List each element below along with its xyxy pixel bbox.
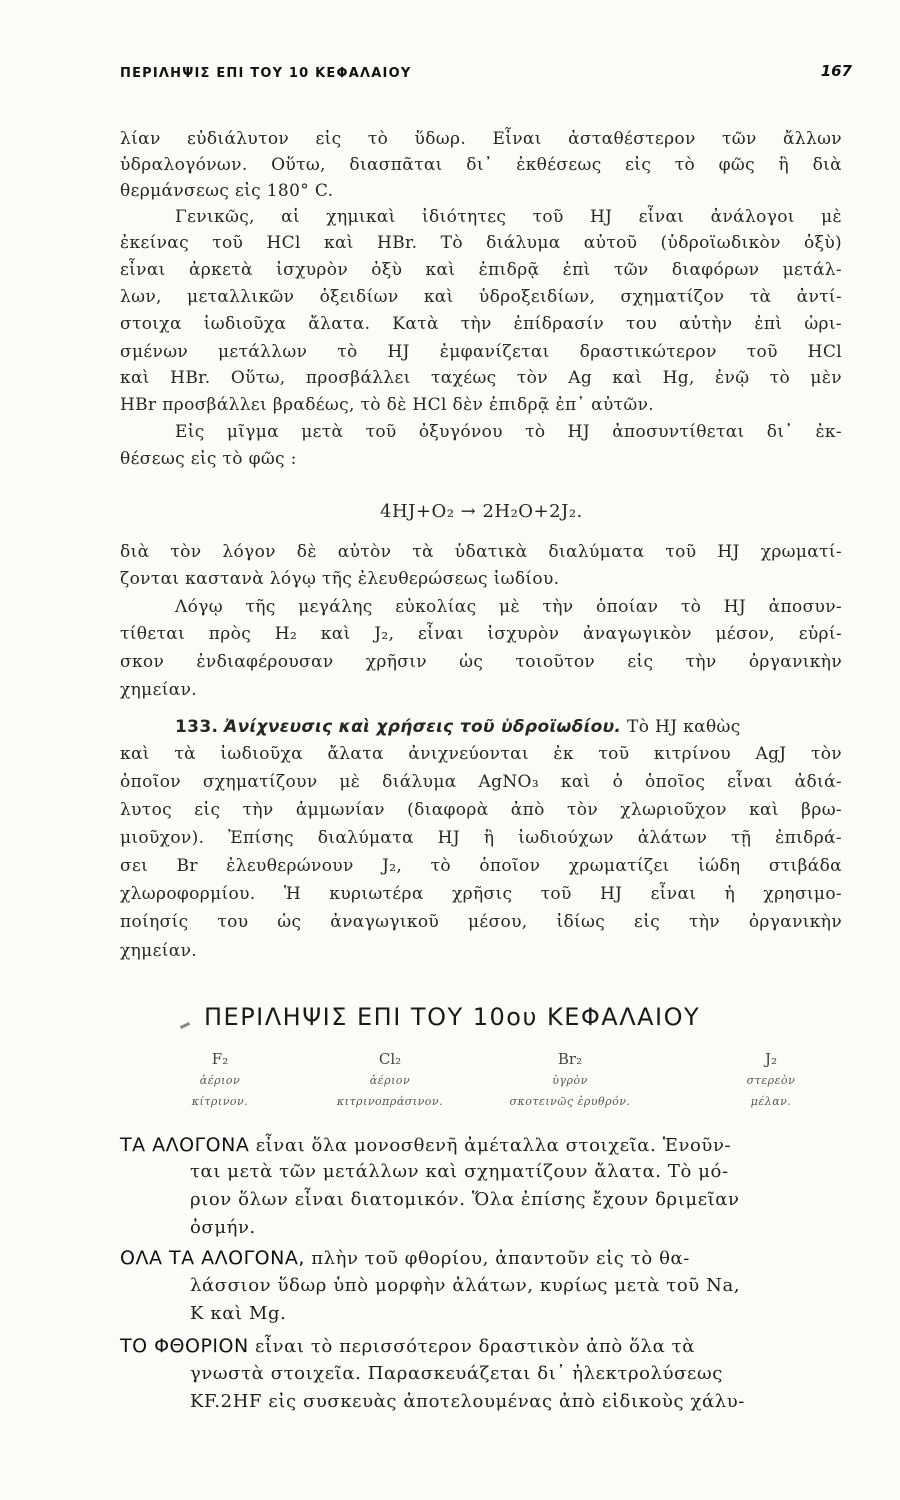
text-line: μιοῦχον). Ἐπίσης διαλύματα HJ ἢ ἰωδιούχων ἀλάτων τῇ ἐπιδρά- <box>120 828 842 848</box>
text-line: HBr προσβάλλει βραδέως, τὸ δὲ HCl δὲν ἐπιδρᾷ ἐπ᾽ αὐτῶν. <box>120 395 655 415</box>
text-line: σει Br ἐλευθερώνουν J₂, τὸ ὁποῖον χρωματίζει ἰώδη στιβάδα <box>120 856 842 876</box>
element-state: ἀέριον <box>369 1074 411 1087</box>
element-state: ἀέριον <box>199 1074 241 1087</box>
element-color: σκοτεινῶς ἐρυθρόν. <box>509 1095 631 1108</box>
element-color: μέλαν. <box>750 1095 792 1108</box>
element-column <box>170 1048 270 1112</box>
text-line: σκον ἐνδιαφέρουσαν χρῆσιν ὡς τοιοῦτον εἰς τὴν ὀργανικὴν <box>120 652 842 672</box>
ink-mark <box>180 1022 190 1029</box>
summary-line: ριον ὅλων εἶναι διατομικόν. Ὅλα ἐπίσης ἔχουν δριμεῖαν <box>190 1189 740 1210</box>
chemical-equation: 4HJ+O₂ → 2H₂O+2J₂. <box>380 501 583 522</box>
element-symbol: J₂ <box>764 1050 778 1068</box>
section-number: 133. <box>175 717 219 737</box>
element-column <box>490 1048 650 1112</box>
element-state: ὑγρὸν <box>552 1074 588 1087</box>
element-state: στερεὸν <box>746 1074 796 1087</box>
text-line: χλωροφορμίου. Ἡ κυριωτέρα χρῆσις τοῦ HJ εἶναι ἡ χρησιμο- <box>120 884 842 904</box>
summary-line <box>120 1333 695 1360</box>
element-color: κίτρινον. <box>191 1095 249 1108</box>
element-color: κιτρινοπράσινον. <box>336 1095 444 1108</box>
section-first-line: Τὸ HJ καθὼς <box>627 717 741 737</box>
text-line: εἶναι ἀρκετὰ ἰσχυρὸν ὀξὺ καὶ ἐπιδρᾷ ἐπὶ τῶν διαφόρων μετάλ- <box>120 260 842 280</box>
text-line: χημείαν. <box>120 680 198 700</box>
summary-line: γνωστὰ στοιχεῖα. Παρασκευάζεται δι᾽ ἠλεκτρολύσεως <box>190 1363 723 1384</box>
page-number: 167 <box>820 62 852 80</box>
summary-lead: ΟΛΑ ΤΑ ΑΛΟΓΟΝΑ, <box>120 1247 305 1269</box>
summary-text: εἶναι τὸ περισσότερον δραστικὸν ἀπὸ ὅλα τὰ <box>255 1336 695 1357</box>
summary-line <box>120 1132 731 1159</box>
element-symbol: Cl₂ <box>378 1050 402 1068</box>
element-column <box>716 1048 826 1112</box>
element-symbol: F₂ <box>211 1050 229 1068</box>
text-line: Λόγῳ τῆς μεγάλης εὐκολίας μὲ τὴν ὁποίαν τὸ HJ ἀποσυν- <box>175 597 842 617</box>
summary-line <box>120 1245 690 1272</box>
summary-line: ὀσμήν. <box>190 1217 256 1238</box>
running-head: ΠΕΡΙΛΗΨΙΣ ΕΠΙ ΤΟΥ 10 ΚΕΦΑΛΑΙΟΥ <box>120 66 412 81</box>
section-heading <box>175 715 741 739</box>
summary-line: KF.2HF εἰς συσκευὰς ἀποτελουμένας ἀπὸ εἰδικοὺς χάλυ- <box>190 1391 745 1412</box>
text-line: διὰ τὸν λόγον δὲ αὐτὸν τὰ ὑδατικὰ διαλύματα τοῦ HJ χρωματί- <box>120 542 842 562</box>
text-line: λων, μεταλλικῶν ὀξειδίων καὶ ὑδροξειδίων, σχηματίζον τὰ ἀντί- <box>120 287 842 307</box>
text-line: ὑδραλογόνων. Οὕτω, διασπᾶται δι᾽ ἐκθέσεως εἰς τὸ φῶς ἢ διὰ <box>120 155 842 175</box>
text-line: θέσεως εἰς τὸ φῶς : <box>120 449 297 469</box>
text-line: σμένων μετάλλων τὸ HJ ἐμφανίζεται δραστικώτερον τοῦ HCl <box>120 342 842 362</box>
text-line: ζονται καστανὰ λόγῳ τῆς ἐλευθερώσεως ἰωδίου. <box>120 569 560 589</box>
text-line: λίαν εὐδιάλυτον εἰς τὸ ὕδωρ. Εἶναι ἀσταθέστερον τῶν ἄλλων <box>120 129 842 149</box>
text-line: χημείαν. <box>120 941 198 961</box>
text-line: λυτος εἰς τὴν ἀμμωνίαν (διαφορὰ ἀπὸ τὸν χλωριοῦχον καὶ βρω- <box>120 800 842 820</box>
text-line: ὁποῖον σχηματίζουν μὲ διάλυμα AgNO₃ καὶ ὁ ὁποῖος εἶναι ἀδιά- <box>120 772 842 792</box>
summary-text: εἶναι ὅλα μονοσθενῆ ἀμέταλλα στοιχεῖα. Ἑνοῦν- <box>255 1135 732 1156</box>
text-line: Εἰς μῖγμα μετὰ τοῦ ὀξυγόνου τὸ HJ ἀποσυντίθεται δι᾽ ἐκ- <box>175 422 842 442</box>
section-title: Ἀνίχνευσις καὶ χρήσεις τοῦ ὑδροϊωδίου. <box>224 717 622 737</box>
summary-title: ΠΕΡΙΛΗΨΙΣ ΕΠΙ ΤΟΥ 10ου ΚΕΦΑΛΑΙΟΥ <box>204 1003 701 1031</box>
element-column <box>320 1048 460 1112</box>
summary-line: ται μετὰ τῶν μετάλλων καὶ σχηματίζουν ἄλατα. Τὸ μό- <box>190 1161 729 1182</box>
text-line: τίθεται πρὸς H₂ καὶ J₂, εἶναι ἰσχυρὸν ἀναγωγικὸν μέσον, εὑρί- <box>120 624 842 644</box>
text-line: ποίησίς του ὡς ἀναγωγικοῦ μέσου, ἰδίως εἰς τὴν ὀργανικὴν <box>120 912 842 932</box>
summary-lead: ΤΟ ΦΘΟΡΙΟΝ <box>120 1335 249 1357</box>
text-line: θερμάνσεως εἰς 180° C. <box>120 181 334 201</box>
text-line: καὶ HBr. Οὕτω, προσβάλλει ταχέως τὸν Ag καὶ Hg, ἐνῷ τὸ μὲν <box>120 368 842 388</box>
text-line: καὶ τὰ ἰωδιοῦχα ἄλατα ἀνιχνεύονται ἐκ τοῦ κιτρίνου AgJ τὸν <box>120 744 842 764</box>
summary-line: λάσσιον ὕδωρ ὑπὸ μορφὴν ἀλάτων, κυρίως μετὰ τοῦ Na, <box>190 1275 741 1296</box>
summary-line: K καὶ Mg. <box>190 1303 287 1324</box>
text-line: στοιχα ἰωδιοῦχα ἄλατα. Κατὰ τὴν ἐπίδρασίν του αὐτὴν ἐπὶ ὡρι- <box>120 314 842 334</box>
summary-lead: ΤΑ ΑΛΟΓΟΝΑ <box>120 1134 250 1156</box>
text-line: Γενικῶς, αἱ χημικαὶ ἰδιότητες τοῦ HJ εἶναι ἀνάλογοι μὲ <box>175 207 842 227</box>
page-header <box>120 62 852 94</box>
summary-text: πλὴν τοῦ φθορίου, ἀπαντοῦν εἰς τὸ θα- <box>311 1248 690 1269</box>
element-symbol: Br₂ <box>557 1050 583 1068</box>
text-line: ἐκείνας τοῦ HCl καὶ HBr. Τὸ διάλυμα αὐτοῦ (ὑδροϊωδικὸν ὀξὺ) <box>120 233 842 253</box>
